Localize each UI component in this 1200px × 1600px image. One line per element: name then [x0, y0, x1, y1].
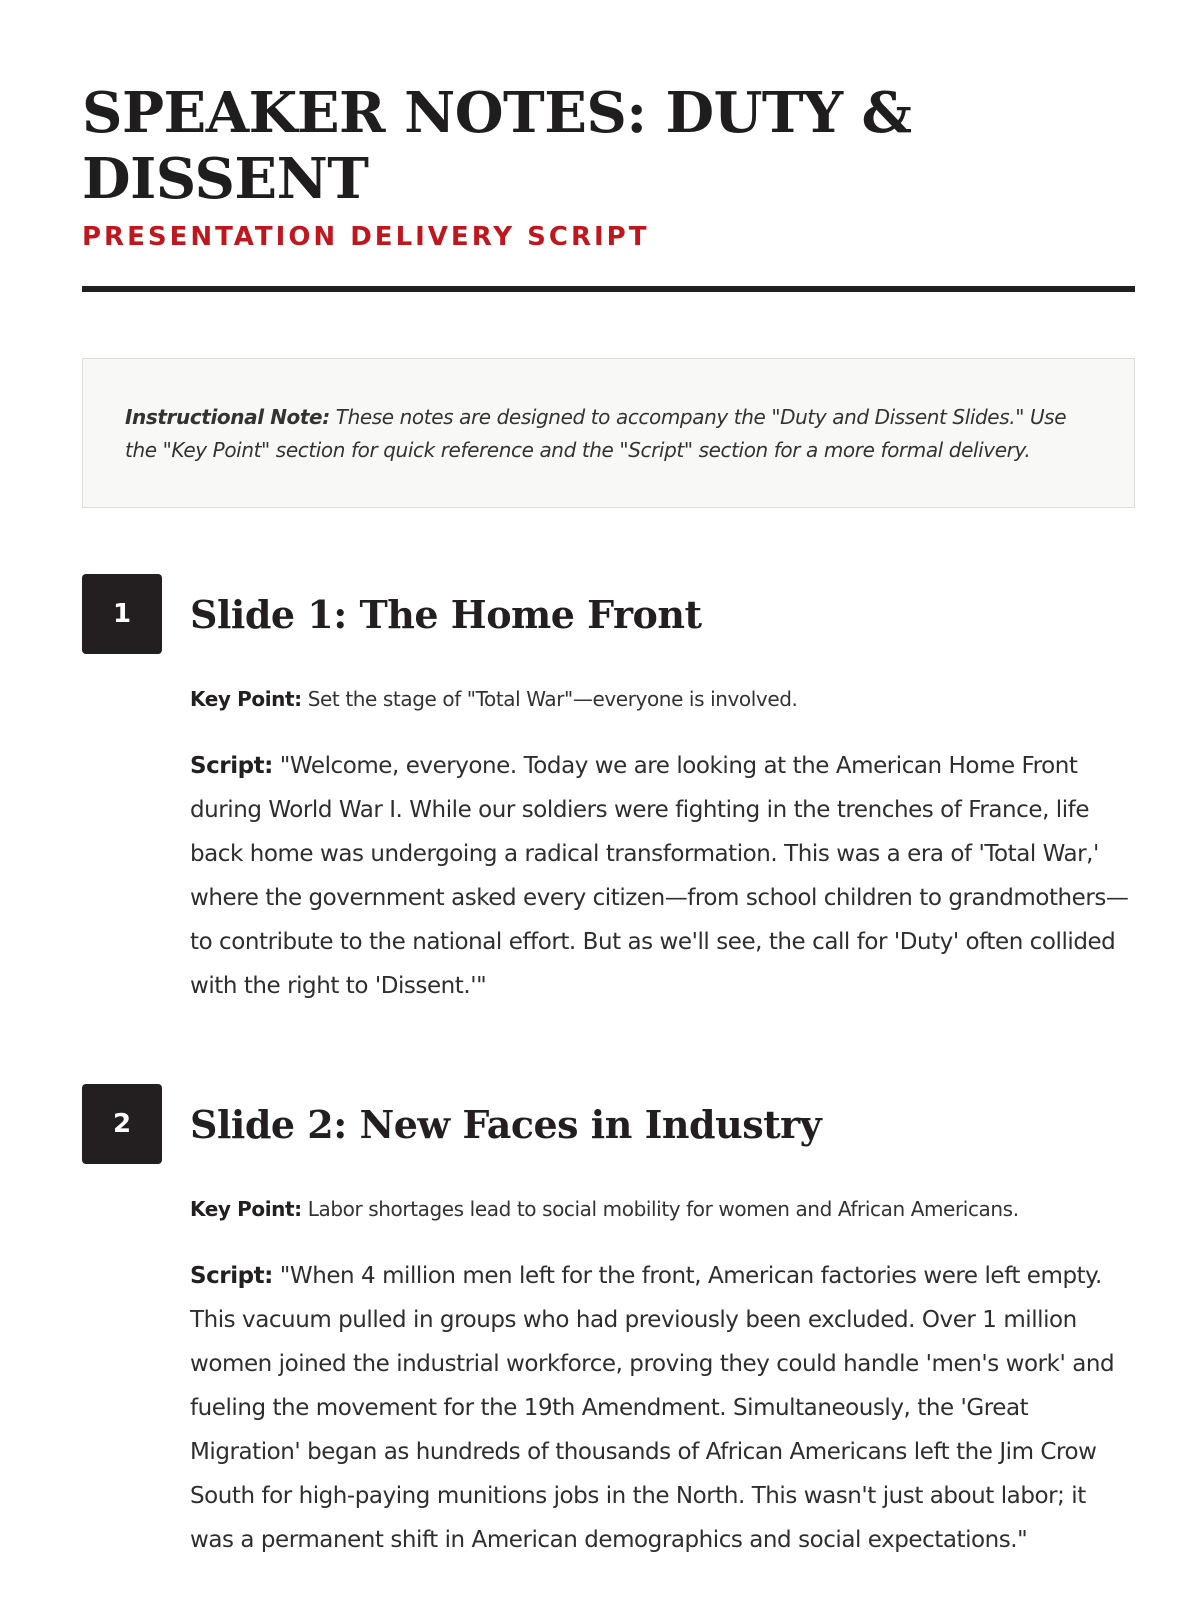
slide-section-1: [82, 574, 1135, 1008]
key-point-text: Labor shortages lead to social mobility for women and African Americans.: [301, 1197, 1019, 1221]
key-point-label: Key Point:: [190, 1197, 302, 1221]
script-text: "When 4 million men left for the front, American factories were left empty. This vacuum pulled in groups who had previously been excluded. Over 1 million women joined the industrial workforce, proving they could handle 'men's work' and fueling the movement for the 19th Amendment. Simultaneously, the 'Great Migration' began as hundreds of thousands of African Americans left the Jim Crow South for high-paying munitions jobs in the North. This wasn't just about labor; it was a permanent shift in American demographics and social expectations.": [190, 1263, 1115, 1553]
document-page: [82, 80, 1135, 1562]
script-text: "Welcome, everyone. Today we are looking at the American Home Front during World War I. While our soldiers were fighting in the trenches of France, life back home was undergoing a radical transformation. This was a era of 'Total War,' where the government asked every citizen—from school children to grandmothers—to contribute to the national effort. But as we'll see, the call for 'Duty' often collided with the right to 'Dissent.'": [190, 753, 1129, 999]
key-point-text: Set the stage of "Total War"—everyone is involved.: [301, 687, 798, 711]
script-label: Script:: [190, 1263, 273, 1289]
slide-title: Slide 1: The Home Front: [190, 591, 702, 637]
key-point: [190, 684, 1135, 714]
page-title: SPEAKER NOTES: DUTY & DISSENT: [82, 80, 912, 212]
slide-header-2: [82, 1084, 1135, 1164]
script-label: Script:: [190, 753, 273, 779]
header-divider: [82, 286, 1135, 292]
key-point-label: Key Point:: [190, 687, 302, 711]
instructional-note-text: These notes are designed to accompany the "Duty and Dissent Slides." Use the "Key Point" section for quick reference and the "Script" section for a more formal delivery.: [125, 405, 1067, 462]
slide-header-1: [82, 574, 1135, 654]
script: [190, 1254, 1135, 1562]
script: [190, 744, 1135, 1008]
slide-section-2: [82, 1084, 1135, 1562]
slide-number-badge: 1: [82, 574, 162, 654]
instructional-note-label: Instructional Note:: [125, 405, 330, 429]
page-subtitle: PRESENTATION DELIVERY SCRIPT: [82, 222, 650, 252]
slide-title: Slide 2: New Faces in Industry: [190, 1101, 822, 1147]
slide-body-1: [190, 684, 1135, 1008]
slide-number-badge: 2: [82, 1084, 162, 1164]
slide-body-2: [190, 1194, 1135, 1562]
key-point: [190, 1194, 1135, 1224]
instructional-note-box: [82, 358, 1135, 508]
